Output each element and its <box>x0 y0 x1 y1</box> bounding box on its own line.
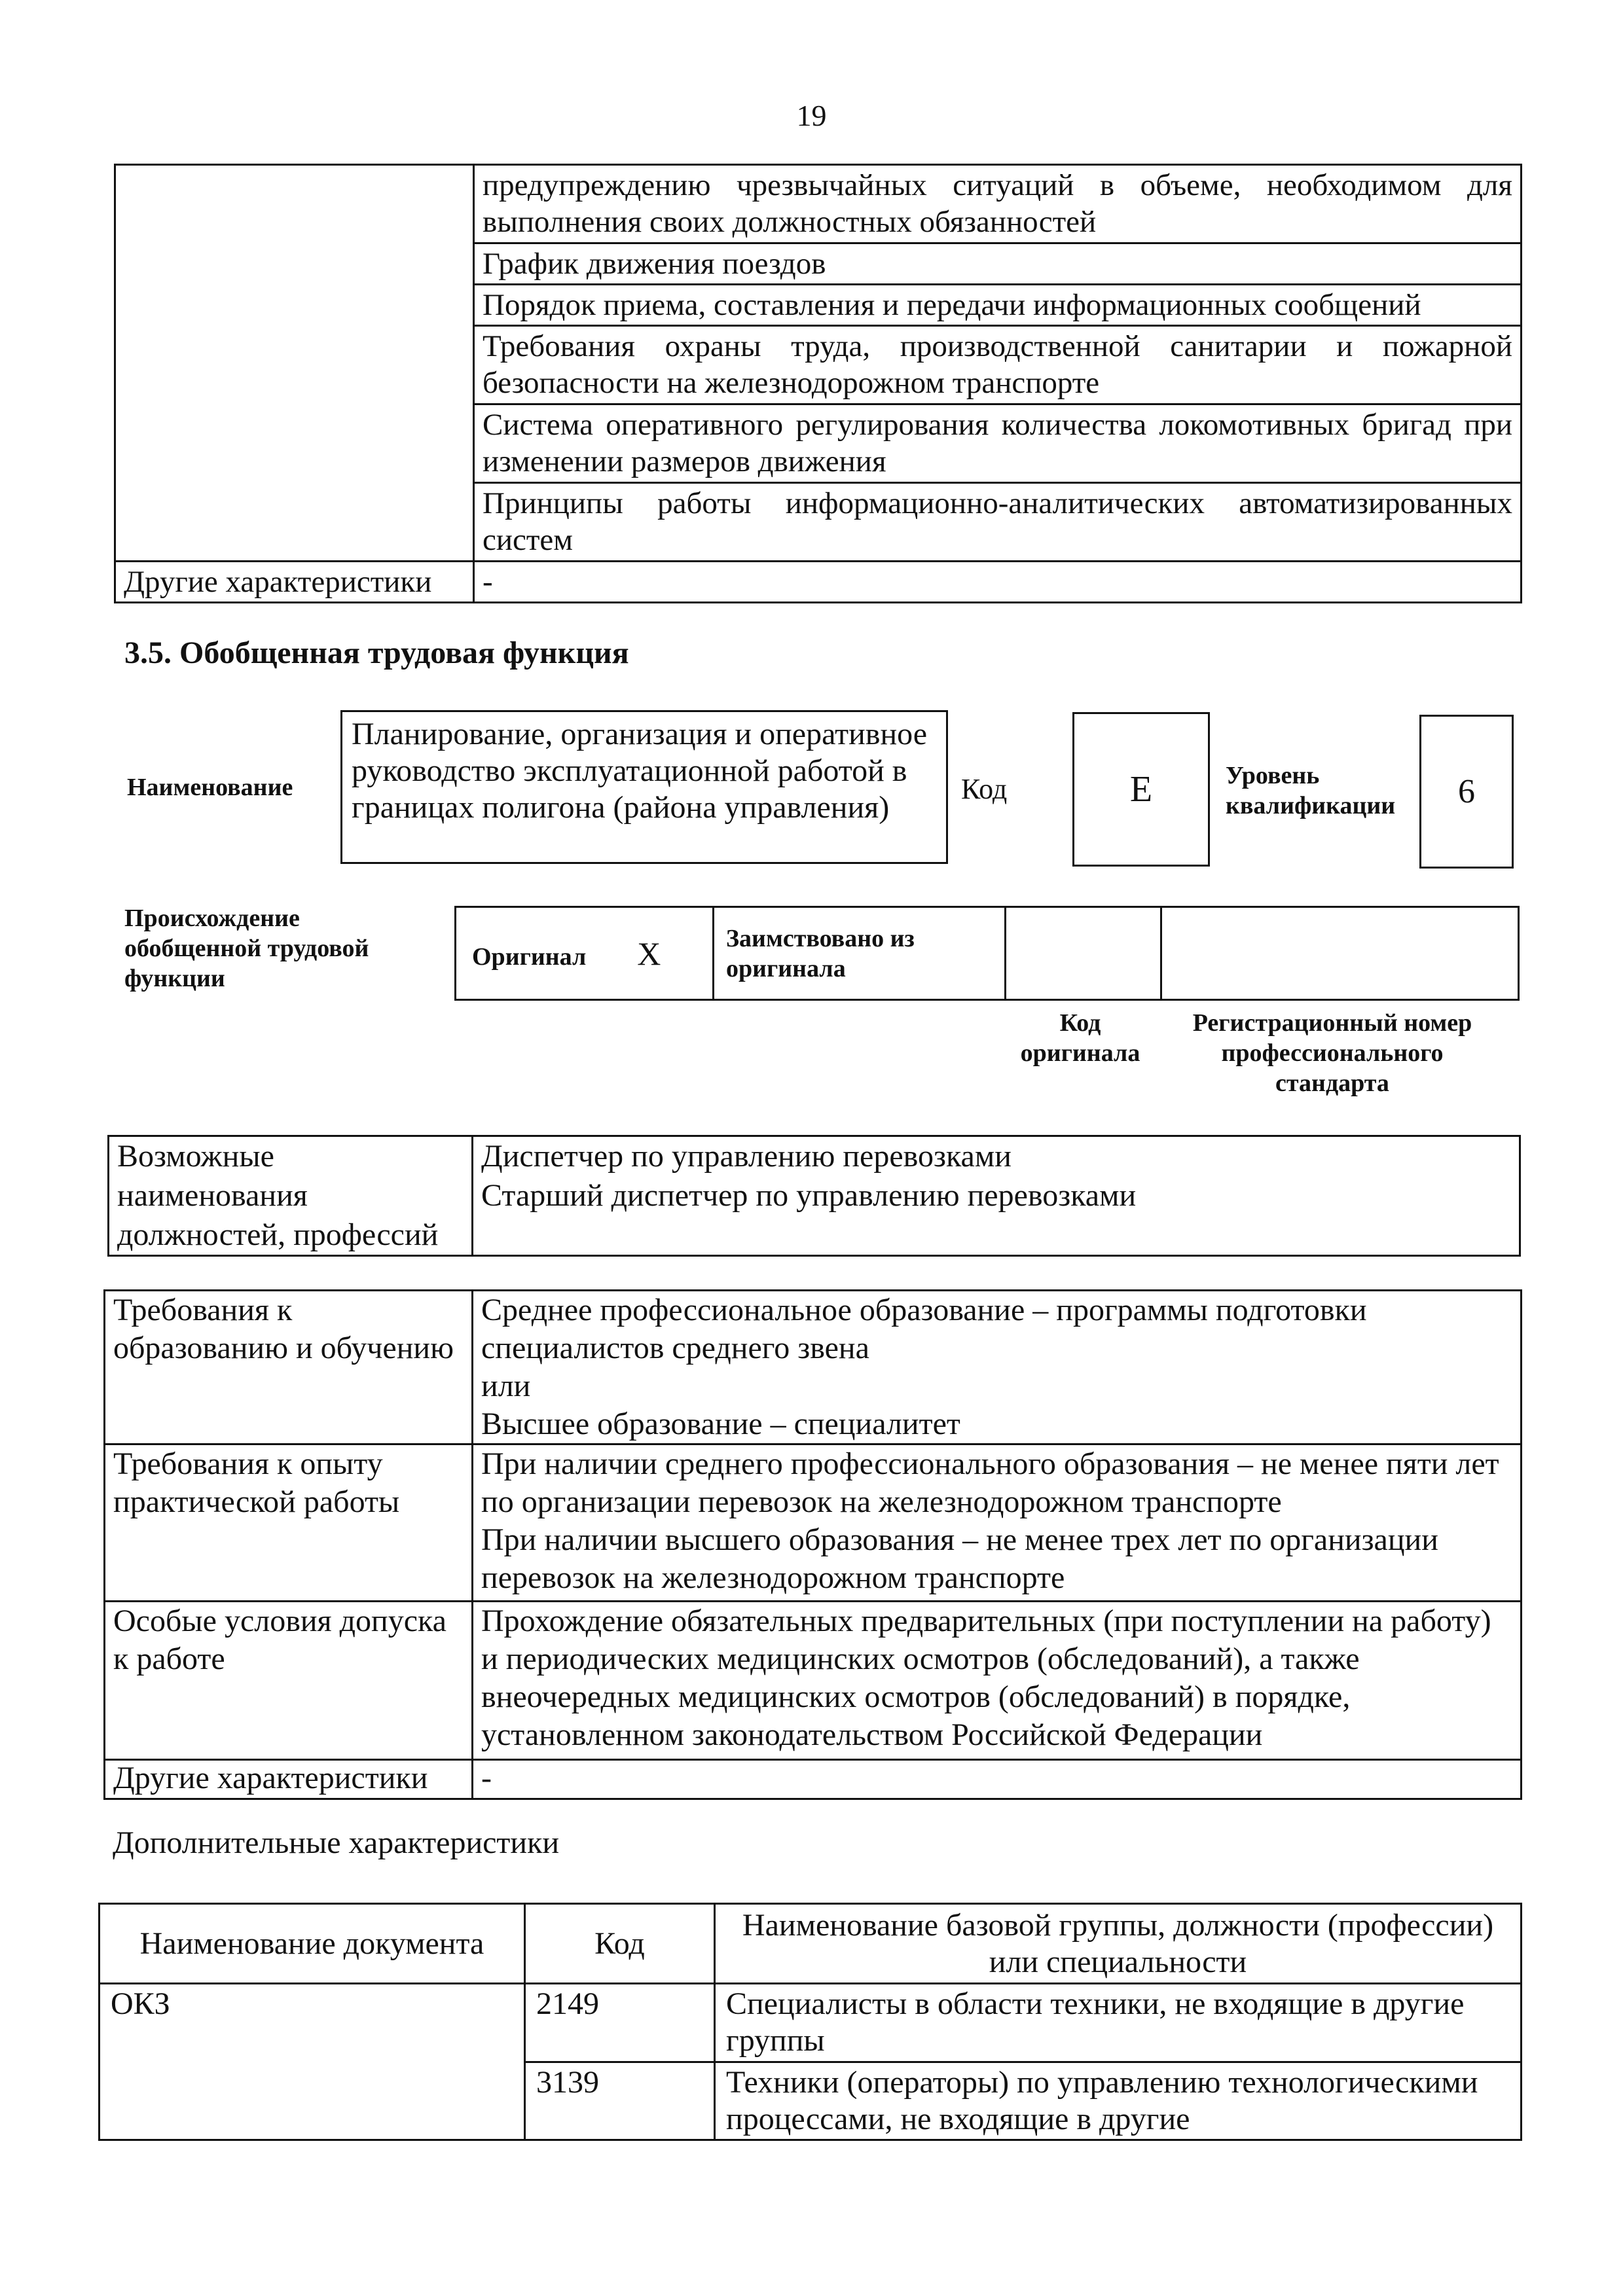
requirement-line: или <box>481 1369 531 1403</box>
level-value: 6 <box>1458 773 1475 810</box>
original-code-cell <box>1006 907 1161 1000</box>
additional-table <box>98 1903 1522 2141</box>
group-code: 3139 <box>525 2062 715 2140</box>
section-heading: 3.5. Обобщенная трудовая функция <box>124 636 629 670</box>
admission-label: Особые условия допуска к работе <box>105 1602 473 1760</box>
requirement-line: При наличии среднего профессионального образования – не менее пяти лет по организации перевозок на железнодорожном транспорте <box>481 1446 1499 1519</box>
other-value: - <box>473 1760 1522 1799</box>
knowledge-item: предупреждению чрезвычайных ситуаций в объеме, необходимом для выполнения своих должностных обязанностей <box>474 165 1522 243</box>
requirement-line: Среднее профессиональное образование – программы подготовки специалистов среднего звена <box>481 1293 1367 1365</box>
experience-label: Требования к опыту практической работы <box>105 1444 473 1602</box>
header-document: Наименование документа <box>100 1904 525 1984</box>
registration-caption: Регистрационный номер профессионального стандарта <box>1192 1009 1472 1097</box>
requirement-line: Высшее образование – специалитет <box>481 1407 960 1441</box>
level-box <box>1419 715 1514 869</box>
requirement-line: Прохождение обязательных предварительных (при поступлении на работу) и периодических медицинских осмотров (обследований), а также внеочередных медицинских осмотров (обследований) в порядке, установленном законодательством Российской Федерации <box>481 1604 1491 1752</box>
admission-value <box>473 1602 1522 1760</box>
document-name: ОКЗ <box>100 1984 525 2140</box>
original-mark: X <box>637 935 661 972</box>
requirement-line: При наличии высшего образования – не менее трех лет по организации перевозок на железнодорожном транспорте <box>481 1522 1438 1595</box>
other-characteristics-value: - <box>474 562 1522 603</box>
level-label: Уровень квалификации <box>1226 762 1396 819</box>
position-item: Старший диспетчер по управлению перевозками <box>481 1178 1137 1213</box>
origin-table <box>454 906 1520 1001</box>
code-box <box>1072 712 1210 867</box>
header-group-name: Наименование базовой группы, должности (профессии) или специальности <box>715 1904 1522 1984</box>
original-label: Оригинал <box>472 942 587 971</box>
knowledge-table <box>114 164 1522 603</box>
knowledge-item: Система оперативного регулирования количества локомотивных бригад при изменении размеров движения <box>474 404 1522 483</box>
requirements-table <box>103 1289 1522 1800</box>
knowledge-item: Принципы работы информационно-аналитических автоматизированных систем <box>474 483 1522 562</box>
education-value <box>473 1291 1522 1444</box>
knowledge-item: График движения поездов <box>474 243 1522 285</box>
group-name: Техники (операторы) по управлению технологическими процессами, не входящие в другие <box>715 2062 1522 2140</box>
other-characteristics-label: Другие характеристики <box>115 562 474 603</box>
registration-number-cell <box>1161 907 1519 1000</box>
knowledge-item: Требования охраны труда, производственной санитарии и пожарной безопасности на железнодорожном транспорте <box>474 326 1522 404</box>
borrowed-label: Заимствовано из оригинала <box>726 924 915 982</box>
experience-value <box>473 1444 1522 1602</box>
position-item: Диспетчер по управлению перевозками <box>481 1139 1012 1174</box>
positions-table <box>107 1135 1521 1257</box>
code-caption: Код оригинала <box>1020 1009 1140 1067</box>
code-label: Код <box>961 773 1008 805</box>
origin-label: Происхождение обобщенной трудовой функции <box>124 905 369 992</box>
original-cell <box>456 907 714 1000</box>
page-number: 19 <box>796 99 827 132</box>
borrowed-cell <box>714 907 1006 1000</box>
positions-label: Возможные наименования должностей, профессий <box>109 1136 473 1256</box>
code-value: E <box>1129 769 1153 810</box>
group-name: Специалисты в области техники, не входящие в другие группы <box>715 1984 1522 2062</box>
additional-heading: Дополнительные характеристики <box>113 1825 560 1860</box>
knowledge-item: Порядок приема, составления и передачи информационных сообщений <box>474 285 1522 326</box>
function-name-box: Планирование, организация и оперативное руководство эксплуатационной работой в границах полигона (района управления) <box>340 710 948 864</box>
name-label: Наименование <box>127 774 293 801</box>
group-code: 2149 <box>525 1984 715 2062</box>
other-label: Другие характеристики <box>105 1760 473 1799</box>
education-label: Требования к образованию и обучению <box>105 1291 473 1444</box>
positions-values <box>473 1136 1520 1256</box>
header-code: Код <box>525 1904 715 1984</box>
knowledge-label-cell <box>115 165 474 562</box>
